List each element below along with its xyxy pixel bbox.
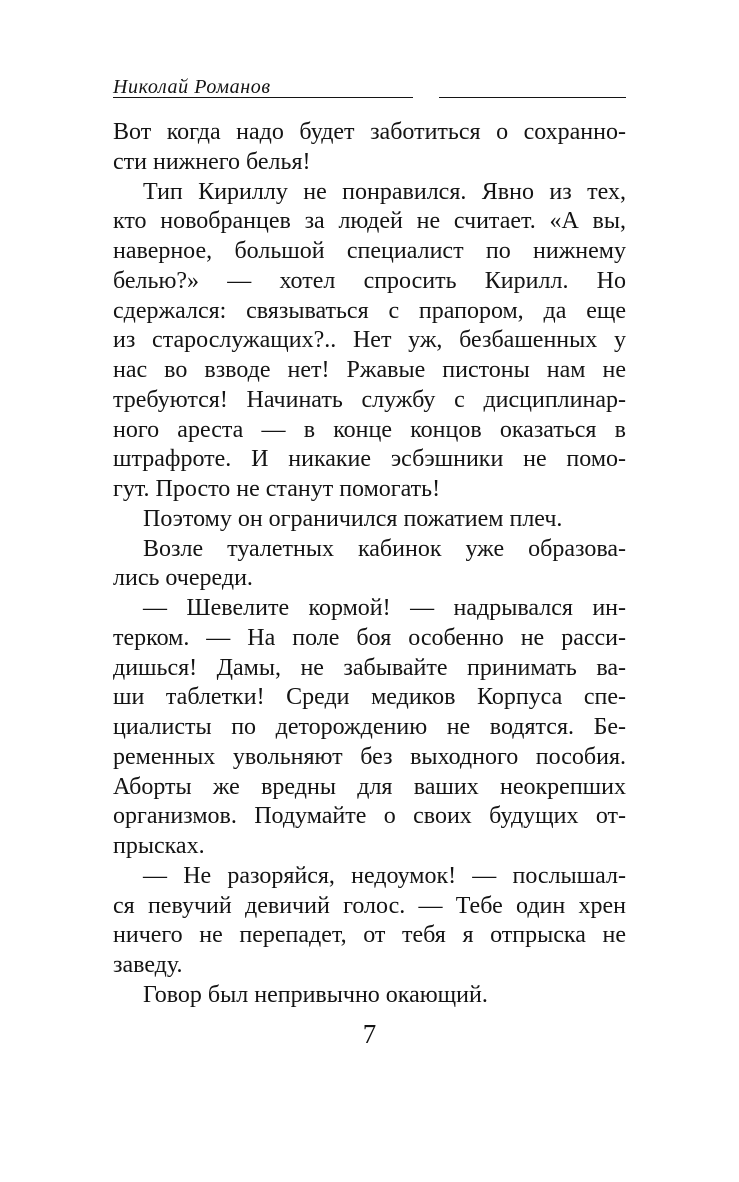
text-line: нас во взводе нет! Ржавые пистоны нам не — [113, 357, 626, 383]
text-line: лись очереди. — [113, 565, 253, 592]
text-line: ся певучий девичий голос. — Тебе один хрен — [113, 892, 626, 919]
text-line: циалисты по деторождению не водятся. Бе- — [113, 714, 626, 740]
text-line: Поэтому он ограничился пожатием плеч. — [143, 505, 563, 532]
text-line: ного ареста — в конце концов оказаться в — [113, 416, 626, 443]
text-line: ременных увольняют без выходного пособия. — [113, 743, 626, 770]
text-line: наверное, большой специалист по нижнему — [113, 238, 626, 264]
text-line: — Шевелите кормой! — надрывался ин- — [143, 595, 626, 621]
text-line: белью?» — хотел спросить Кирилл. Но — [113, 267, 626, 294]
header-rule-gap — [413, 95, 439, 100]
paragraph — [113, 594, 626, 862]
text-line: сдержался: связываться с прапором, да еще — [113, 297, 626, 324]
text-line: штрафроте. И никакие эсбэшники не помо- — [113, 446, 626, 473]
paragraph — [113, 981, 626, 1011]
text-line: сти нижнего белья! — [113, 148, 311, 175]
text-line: Вот когда надо будет заботиться о сохранно- — [113, 119, 626, 145]
text-line: требуются! Начинать службу с дисциплинар- — [113, 386, 626, 413]
page-number: 7 — [362, 1019, 377, 1049]
text-line: кто новобранцев за людей не считает. «А вы, — [113, 208, 626, 235]
author-name: Николай Романов — [113, 76, 271, 98]
text-line: организмов. Подумайте о своих будущих от- — [113, 803, 626, 830]
paragraph — [113, 505, 626, 535]
paragraph — [113, 118, 626, 178]
running-header — [113, 76, 626, 98]
body-text — [113, 118, 626, 1011]
text-line: Возле туалетных кабинок уже образова- — [143, 535, 626, 562]
text-line: дишься! Дамы, не забывайте принимать ва- — [113, 654, 626, 681]
text-line: Тип Кириллу не понравился. Явно из тех, — [143, 178, 626, 205]
text-line: прысках. — [113, 833, 205, 859]
header-rule — [113, 97, 626, 98]
text-line: Говор был непривычно окающий. — [143, 981, 488, 1008]
text-line: гут. Просто не станут помогать! — [113, 476, 441, 502]
text-line: из старослужащих?.. Нет уж, безбашенных у — [113, 327, 626, 354]
paragraph — [113, 178, 626, 505]
text-line: заведу. — [113, 952, 183, 978]
text-line: терком. — На поле боя особенно не расси- — [113, 624, 626, 651]
text-line: ничего не перепадет, от тебя я отпрыска не — [113, 922, 626, 949]
paragraph — [113, 862, 626, 981]
text-line: Аборты же вредны для ваших неокрепших — [113, 773, 626, 800]
paragraph — [113, 535, 626, 595]
text-line: ши таблетки! Среди медиков Корпуса спе- — [113, 684, 626, 711]
text-line: — Не разоряйся, недоумок! — послышал- — [143, 862, 626, 889]
